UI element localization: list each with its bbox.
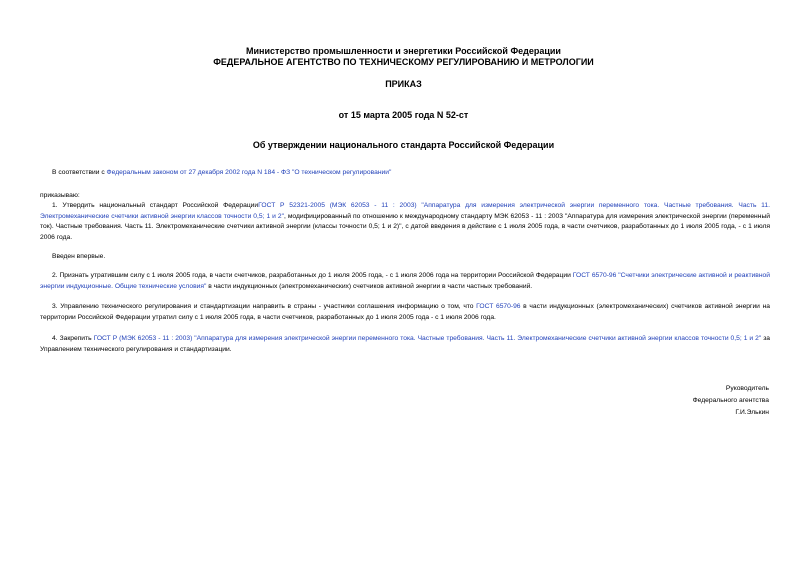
paragraph-1 <box>40 201 770 243</box>
p1-suffix: , модифицированный по отношению к международному стандарту МЭК 62053 - 11 : 2003 "Аппаратура для измерения электрической энергии (переменный ток). Частные требования. Часть 11. Электромеханические счетчики активной энергии (классы точности 0,5; 1 и 2)", с датой введения в действие с 1 июля 2005 года, в части счетчиков, разработанных до 1 июля 2005 года, - с 1 июля 2006 года. <box>40 212 770 241</box>
agency-heading: ФЕДЕРАЛЬНОЕ АГЕНТСТВО ПО ТЕХНИЧЕСКОМУ РЕГУЛИРОВАНИЮ И МЕТРОЛОГИИ <box>213 57 594 67</box>
intro-paragraph <box>40 168 770 179</box>
page-title: Об утверждении национального стандарта Российской Федерации <box>252 140 555 150</box>
p2-suffix: в части индукционных (электромеханических) счетчиков активной энергии в части частных требований. <box>206 282 533 290</box>
signature-agency: Федерального агентства <box>692 397 769 404</box>
p2-text: 2. Признать утратившим силу с 1 июля 2005 года, в части счетчиков, разработанных до 1 июля 2005 года, - с 1 июля 2006 года на территории Российской Федерации <box>52 272 573 279</box>
p3-text: 3. Управлению технического регулирования и стандартизации направить в страны - участники соглашения информацию о том, что <box>52 303 477 310</box>
gost-r-iec-link[interactable]: ГОСТ Р (МЭК 62053 - 11 : 2003) "Аппаратура для измерения электрической энергии переменного тока. Частные требования. Часть 11. Электромеханические счетчики активной энергии классов точности 0,5; 1 и 2" <box>93 335 762 342</box>
paragraph-2 <box>40 271 770 292</box>
doc-type: ПРИКАЗ <box>385 79 422 89</box>
federal-law-link[interactable]: Федеральным законом от 27 декабря 2002 года N 184 - ФЗ "О техническом регулировании" <box>106 169 392 176</box>
p3-suffix: в части индукционных (электромеханических) счетчиков активной энергии на территории Российской Федерации утратил силу с 1 июля 2005 года, в части счетчиков, разработанных до 1 июля 2005 года - с 1 июля 2006 года. <box>40 303 770 321</box>
paragraph-4 <box>40 334 770 355</box>
signature-name: Г.И.Элькин <box>735 409 769 416</box>
p4-text: 4. Закрепить <box>52 335 94 342</box>
intro-text: В соответствии с <box>52 169 107 176</box>
gost-r-52321-link[interactable]: ГОСТ Р 52321-2005 (МЭК 62053 - 11 : 2003) "Аппаратура для измерения электрической энергии переменного тока. Частные требования. Часть 11. Электромеханические счетчики активной энергии классов точности 0,5; 1 и 2" <box>40 202 770 220</box>
order-word: приказываю: <box>40 192 80 199</box>
p4-suffix: за Управлением технического регулирования и стандартизации. <box>40 335 770 353</box>
gost-6570-short-link[interactable]: ГОСТ 6570-96 <box>476 303 521 310</box>
paragraph-3 <box>40 302 770 323</box>
p1-note: Введен впервые. <box>52 253 106 260</box>
ministry-heading: Министерство промышленности и энергетики Российской Федерации <box>246 46 561 56</box>
gost-6570-link[interactable]: ГОСТ 6570-96 "Счетчики электрические активной и реактивной энергии индукционные. Общие технические условия" <box>40 272 770 290</box>
p1-text: 1. Утвердить национальный стандарт Российской Федерации <box>52 202 259 209</box>
date-number: от 15 марта 2005 года N 52-ст <box>338 110 469 120</box>
signature-role: Руководитель <box>725 385 769 392</box>
